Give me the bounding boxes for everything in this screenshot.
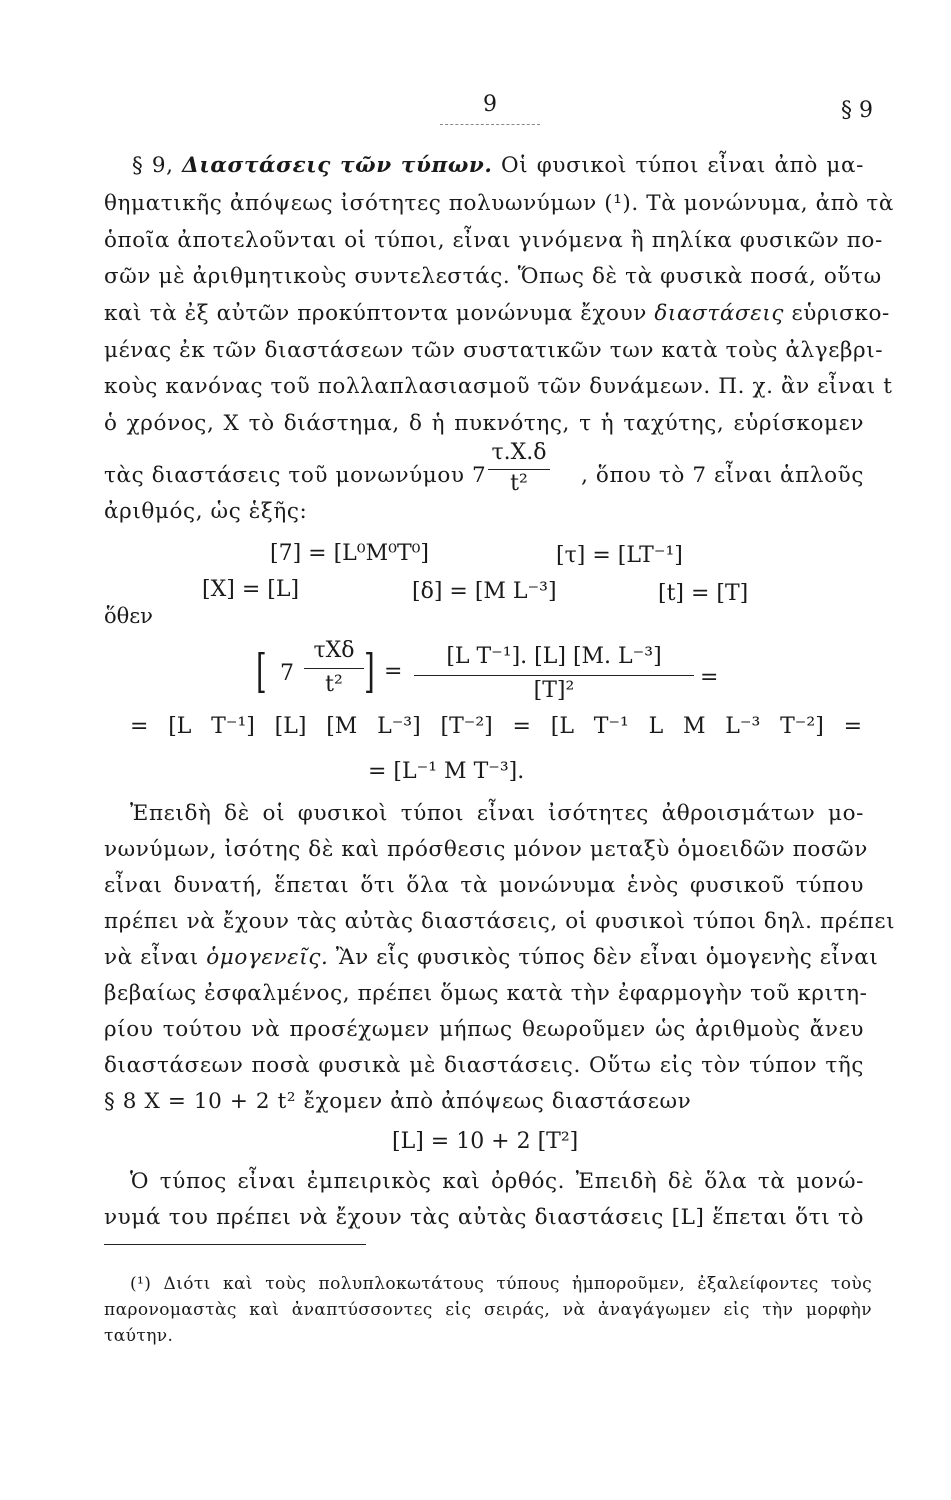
footnote-rule	[104, 1244, 366, 1245]
italic-term: ὁμογενεῖς.	[206, 945, 329, 970]
text-line: ρίου τούτου νὰ προσέχωμεν μήπως θεωροῦμεν ὡς ἀριθμοὺς ἄνευ	[104, 1017, 864, 1042]
bracket-denominator: t²	[325, 672, 343, 697]
text-line	[104, 300, 890, 328]
equation-line-3: = [L⁻¹ M T⁻³].	[368, 759, 525, 784]
text-line: Ὁ τύπος εἶναι ἐμπειρικὸς καὶ ὀρθός. Ἐπειδὴ δὲ ὅλα τὰ μονώ-	[130, 1169, 864, 1194]
text-segment: Ἂν εἷς φυσικὸς τύπος δὲν εἶναι ὁμογενὴς εἶναι	[335, 945, 879, 970]
text-segment: καὶ τὰ ἐξ αὐτῶν προκύπτοντα μονώνυμα ἔχουν	[104, 301, 647, 326]
bracket-fraction-bar	[304, 668, 364, 669]
text-line: μένας ἐκ τῶν διαστάσεων τῶν συστατικῶν των κατὰ τοὺς ἀλγεβρι-	[104, 338, 884, 363]
section-number: § 9,	[132, 153, 174, 178]
equation-7: [7] = [L⁰M⁰T⁰]	[270, 541, 430, 566]
equation-delta: [δ] = [M L⁻³]	[412, 579, 557, 604]
footnote-line: παρονομαστὰς καὶ ἀναπτύσσοντες εἰς σειράς, νὰ ἀναγάγωμεν εἰς τὴν μορφὴν	[104, 1300, 872, 1320]
text-line: § 8 X = 10 + 2 t² ἔχομεν ἀπὸ ἀπόψεως διαστάσεων	[104, 1089, 692, 1114]
section-heading-line	[104, 152, 864, 180]
right-numerator: [L T⁻¹]. [L] [M. L⁻³]	[446, 644, 662, 669]
dim-line-before: τὰς διαστάσεις τοῦ μονωνύμου 7	[104, 463, 487, 488]
section-line1-text: Οἱ φυσικοὶ τύποι εἶναι ἀπὸ μα-	[501, 153, 864, 178]
left-bracket: [	[256, 644, 267, 698]
text-line: κοὺς κανόνας τοῦ πολλαπλασιασμοῦ τῶν δυνάμεων. Π. χ. ἂν εἶναι t	[104, 374, 893, 399]
bracket-numerator: τXδ	[313, 638, 355, 663]
text-segment: νὰ εἶναι	[104, 945, 199, 970]
text-line: θηματικῆς ἀπόψεως ἰσότητες πολυωνύμων (¹). Τὰ μονώνυμα, ἀπὸ τὰ	[104, 191, 895, 216]
coefficient-7: 7	[280, 661, 294, 686]
equation-L: [L] = 10 + 2 [T²]	[392, 1129, 579, 1154]
text-line: βεβαίως ἐσφαλμένος, πρέπει ὅμως κατὰ τὴν ἐφαρμογὴν τοῦ κριτη-	[104, 981, 868, 1006]
header-ornament	[440, 124, 540, 125]
equation-line-2: = [L T⁻¹] [L] [M L⁻³] [T⁻²] = [L T⁻¹ L M L⁻³ T⁻²] =	[130, 714, 862, 739]
text-segment: εὑρισκο-	[791, 301, 890, 326]
trailing-equals: =	[700, 665, 719, 690]
monomial-numerator: τ.X.δ	[491, 440, 547, 465]
running-section-mark: § 9	[841, 98, 873, 123]
word-hothen: ὅθεν	[104, 604, 153, 628]
text-line: ὁποῖα ἀποτελοῦνται οἱ τύποι, εἶναι γινόμενα ἢ πηλίκα φυσικῶν πο-	[104, 228, 883, 253]
text-line: διαστάσεων ποσὰ φυσικὰ μὲ διαστάσεις. Οὕτω εἰς τὸν τύπον τῆς	[104, 1053, 864, 1078]
fraction-bar	[488, 469, 550, 470]
text-line: ὁ χρόνος, X τὸ διάστημα, δ ἡ πυκνότης, τ ἡ ταχύτης, εὑρίσκομεν	[104, 411, 864, 436]
text-line: εἶναι δυνατή, ἕπεται ὅτι ὅλα τὰ μονώνυμα ἑνὸς φυσικοῦ τύπου	[104, 873, 864, 898]
equation-t: [t] = [T]	[658, 581, 749, 606]
text-line: πρέπει νὰ ἔχουν τὰς αὐτὰς διαστάσεις, οἱ φυσικοὶ τύποι δηλ. πρέπει	[104, 909, 896, 934]
monomial-denominator: t²	[510, 471, 528, 496]
text-line	[104, 944, 879, 972]
footnote-line: ταύτην.	[104, 1326, 174, 1346]
text-line: νυμά του πρέπει νὰ ἔχουν τὰς αὐτὰς διαστάσεις [L] ἕπεται ὅτι τὸ	[104, 1205, 864, 1230]
italic-term: διαστάσεις	[654, 301, 785, 326]
equation-X: [X] = [L]	[202, 577, 300, 602]
page-number: 9	[483, 92, 497, 117]
text-line: ἀριθμός, ὡς ἑξῆς:	[104, 499, 308, 524]
section-title: Διαστάσεις τῶν τύπων.	[182, 153, 493, 178]
right-denominator: [T]²	[533, 678, 575, 703]
dim-line-after: , ὅπου τὸ 7 εἶναι ἁπλοῦς	[581, 463, 864, 488]
text-line: νωνύμων, ἰσότης δὲ καὶ πρόσθεσις μόνον μεταξὺ ὁμοειδῶν ποσῶν	[104, 837, 868, 862]
footnote-line: (¹) Διότι καὶ τοὺς πολυπλοκωτάτους τύπους ἠμποροῦμεν, ἐξαλείφοντες τοὺς	[130, 1274, 872, 1294]
text-line: Ἐπειδὴ δὲ οἱ φυσικοὶ τύποι εἶναι ἰσότητες ἀθροισμάτων μο-	[130, 801, 864, 826]
text-line: σῶν μὲ ἀριθμητικοὺς συντελεστάς. Ὅπως δὲ τὰ φυσικὰ ποσά, οὕτω	[104, 264, 882, 289]
right-fraction-bar	[414, 675, 694, 676]
equals-sign: =	[384, 659, 403, 684]
right-bracket: ]	[364, 644, 375, 698]
equation-tau: [τ] = [LT⁻¹]	[556, 543, 683, 568]
